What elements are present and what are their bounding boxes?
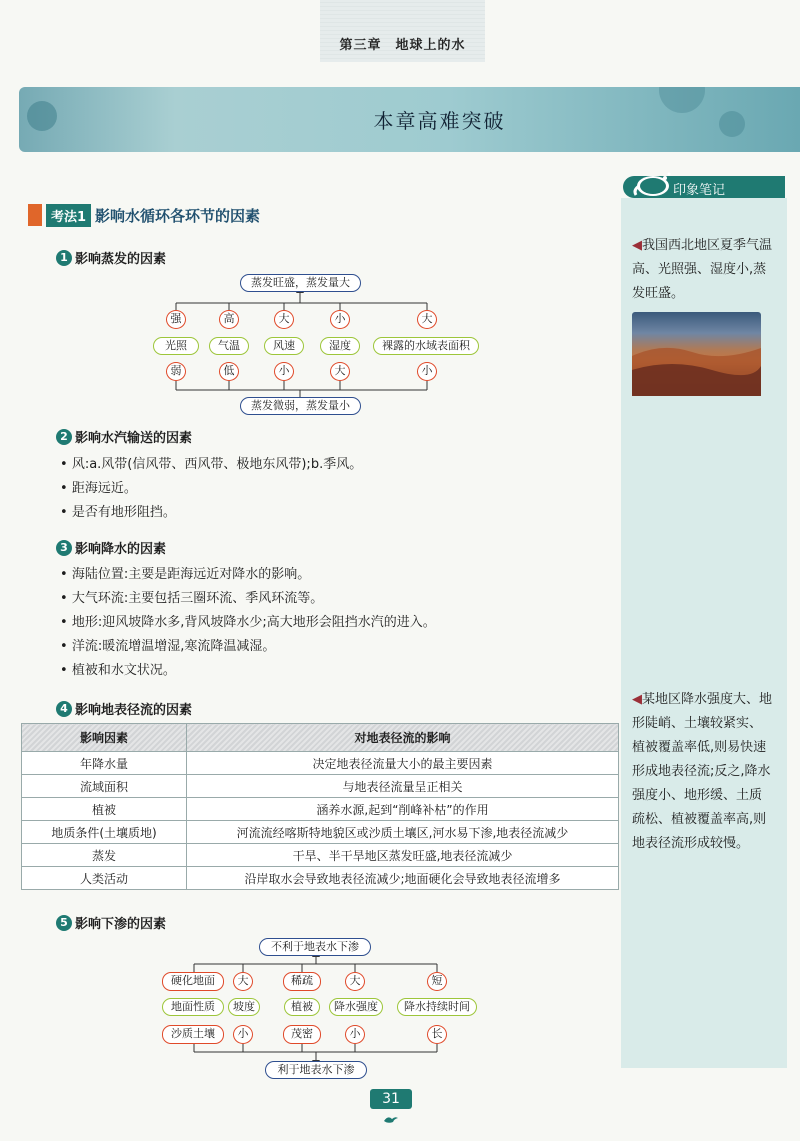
infiltration-favorable-box: 利于地表水下渗 — [265, 1061, 367, 1079]
infil-hi-2: 大 — [233, 972, 253, 991]
infil-lo-5: 长 — [427, 1025, 447, 1044]
list-item: • 海陆位置:主要是距海远近对降水的影响。 — [60, 563, 436, 587]
evap-factor-1: 光照 — [153, 337, 199, 355]
table-cell: 沿岸取水会导致地表径流减少;地面硬化会导致地表径流增多 — [187, 867, 619, 890]
infil-lo-4: 小 — [345, 1025, 365, 1044]
list-item: • 植被和水文状况。 — [60, 659, 436, 683]
evap-hi-2: 高 — [219, 310, 239, 329]
section-4-title: 影响地表径流的因素 — [75, 703, 193, 718]
infil-hi-5: 短 — [427, 972, 447, 991]
table-cell: 流域面积 — [22, 775, 187, 798]
evap-hi-3: 大 — [274, 310, 294, 329]
list-item: • 洋流:暖流增温增湿,寒流降温减湿。 — [60, 635, 436, 659]
infil-hi-3: 稀疏 — [283, 972, 321, 991]
number-badge: 1 — [56, 250, 72, 266]
bird-icon — [382, 1113, 400, 1125]
table-header: 对地表径流的影响 — [187, 724, 619, 752]
evap-hi-4: 小 — [330, 310, 350, 329]
evap-hi-5: 大 — [417, 310, 437, 329]
section-1-title: 影响蒸发的因素 — [75, 252, 167, 267]
chapter-title: 第三章 地球上的水 — [339, 38, 466, 53]
table-row — [22, 821, 619, 844]
table-cell: 河流流经喀斯特地貌区或沙质土壤区,河水易下渗,地表径流减少 — [187, 821, 619, 844]
evaporation-high-box: 蒸发旺盛，蒸发量大 — [240, 274, 361, 292]
list-item: • 地形:迎风坡降水多,背风坡降水少;高大地形会阻挡水汽的进入。 — [60, 611, 436, 635]
table-row — [22, 752, 619, 775]
table-cell: 年降水量 — [22, 752, 187, 775]
list-item: • 风:a.风带(信风带、西风带、极地东风带);b.季风。 — [60, 453, 362, 477]
number-badge: 5 — [56, 915, 72, 931]
infil-factor-5: 降水持续时间 — [397, 998, 477, 1016]
sidebar-heading-text: 印象笔记 — [673, 183, 726, 198]
table-cell: 植被 — [22, 798, 187, 821]
method-title: 影响水循环各环节的因素 — [95, 206, 261, 225]
evap-lo-3: 小 — [274, 362, 294, 381]
section-3-list — [60, 563, 436, 683]
infil-factor-3: 植被 — [284, 998, 320, 1016]
table-row — [22, 798, 619, 821]
list-item: • 大气环流:主要包括三圈环流、季风环流等。 — [60, 587, 436, 611]
section-2-list — [60, 453, 362, 525]
evap-factor-4: 湿度 — [320, 337, 360, 355]
table-header-row — [22, 724, 619, 752]
evap-lo-5: 小 — [417, 362, 437, 381]
section-2-title: 影响水汽输送的因素 — [75, 431, 193, 446]
list-item: • 距海远近。 — [60, 477, 362, 501]
table-row — [22, 867, 619, 890]
number-badge: 2 — [56, 429, 72, 445]
evaporation-low-box: 蒸发微弱，蒸发量小 — [240, 397, 361, 415]
evap-lo-1: 弱 — [166, 362, 186, 381]
table-cell: 人类活动 — [22, 867, 187, 890]
triangle-marker-icon: ◀ — [632, 692, 642, 707]
section-2-heading — [56, 427, 192, 446]
table-cell: 地质条件(土壤质地) — [22, 821, 187, 844]
section-3-heading — [56, 538, 166, 557]
evap-factor-2: 气温 — [209, 337, 249, 355]
table-header: 影响因素 — [22, 724, 187, 752]
table-cell: 与地表径流量呈正相关 — [187, 775, 619, 798]
infil-factor-4: 降水强度 — [329, 998, 383, 1016]
evap-factor-3: 风速 — [264, 337, 304, 355]
evap-hi-1: 强 — [166, 310, 186, 329]
runoff-table — [21, 723, 619, 890]
evap-lo-4: 大 — [330, 362, 350, 381]
infil-lo-2: 小 — [233, 1025, 253, 1044]
section-3-title: 影响降水的因素 — [75, 542, 167, 557]
table-cell: 干旱、半干旱地区蒸发旺盛,地表径流减少 — [187, 844, 619, 867]
infil-lo-3: 茂密 — [283, 1025, 321, 1044]
list-item: • 是否有地形阻挡。 — [60, 501, 362, 525]
infil-factor-2: 坡度 — [228, 998, 260, 1016]
infil-factor-1: 地面性质 — [162, 998, 224, 1016]
section-5-title: 影响下渗的因素 — [75, 917, 167, 932]
table-row — [22, 775, 619, 798]
table-row — [22, 844, 619, 867]
section-5-heading — [56, 913, 166, 932]
section-4-heading — [56, 699, 192, 718]
infiltration-unfavorable-box: 不利于地表水下渗 — [259, 938, 371, 956]
table-cell: 涵养水源,起到“削峰补枯”的作用 — [187, 798, 619, 821]
infil-lo-1: 沙质土壤 — [162, 1025, 224, 1044]
number-badge: 4 — [56, 701, 72, 717]
infil-hi-1: 硬化地面 — [162, 972, 224, 991]
evap-lo-2: 低 — [219, 362, 239, 381]
page-number: 31 — [370, 1089, 412, 1109]
banner-title: 本章高难突破 — [373, 109, 506, 133]
evap-factor-5: 裸露的水域表面积 — [373, 337, 479, 355]
infil-hi-4: 大 — [345, 972, 365, 991]
number-badge: 3 — [56, 540, 72, 556]
triangle-marker-icon: ◀ — [632, 238, 642, 253]
sidebar-note-2-text: 某地区降水强度大、地形陡峭、土壤较紧实、植被覆盖率低,则易快速形成地表径流;反之,降水强度小、地形缓、土质疏松、植被覆盖率高,则地表径流形成较慢。 — [632, 692, 773, 851]
method-tag: 考法1 — [46, 204, 91, 227]
table-cell: 蒸发 — [22, 844, 187, 867]
table-cell: 决定地表径流量大小的最主要因素 — [187, 752, 619, 775]
sidebar-note-1-text: 我国西北地区夏季气温高、光照强、湿度小,蒸发旺盛。 — [632, 238, 773, 301]
